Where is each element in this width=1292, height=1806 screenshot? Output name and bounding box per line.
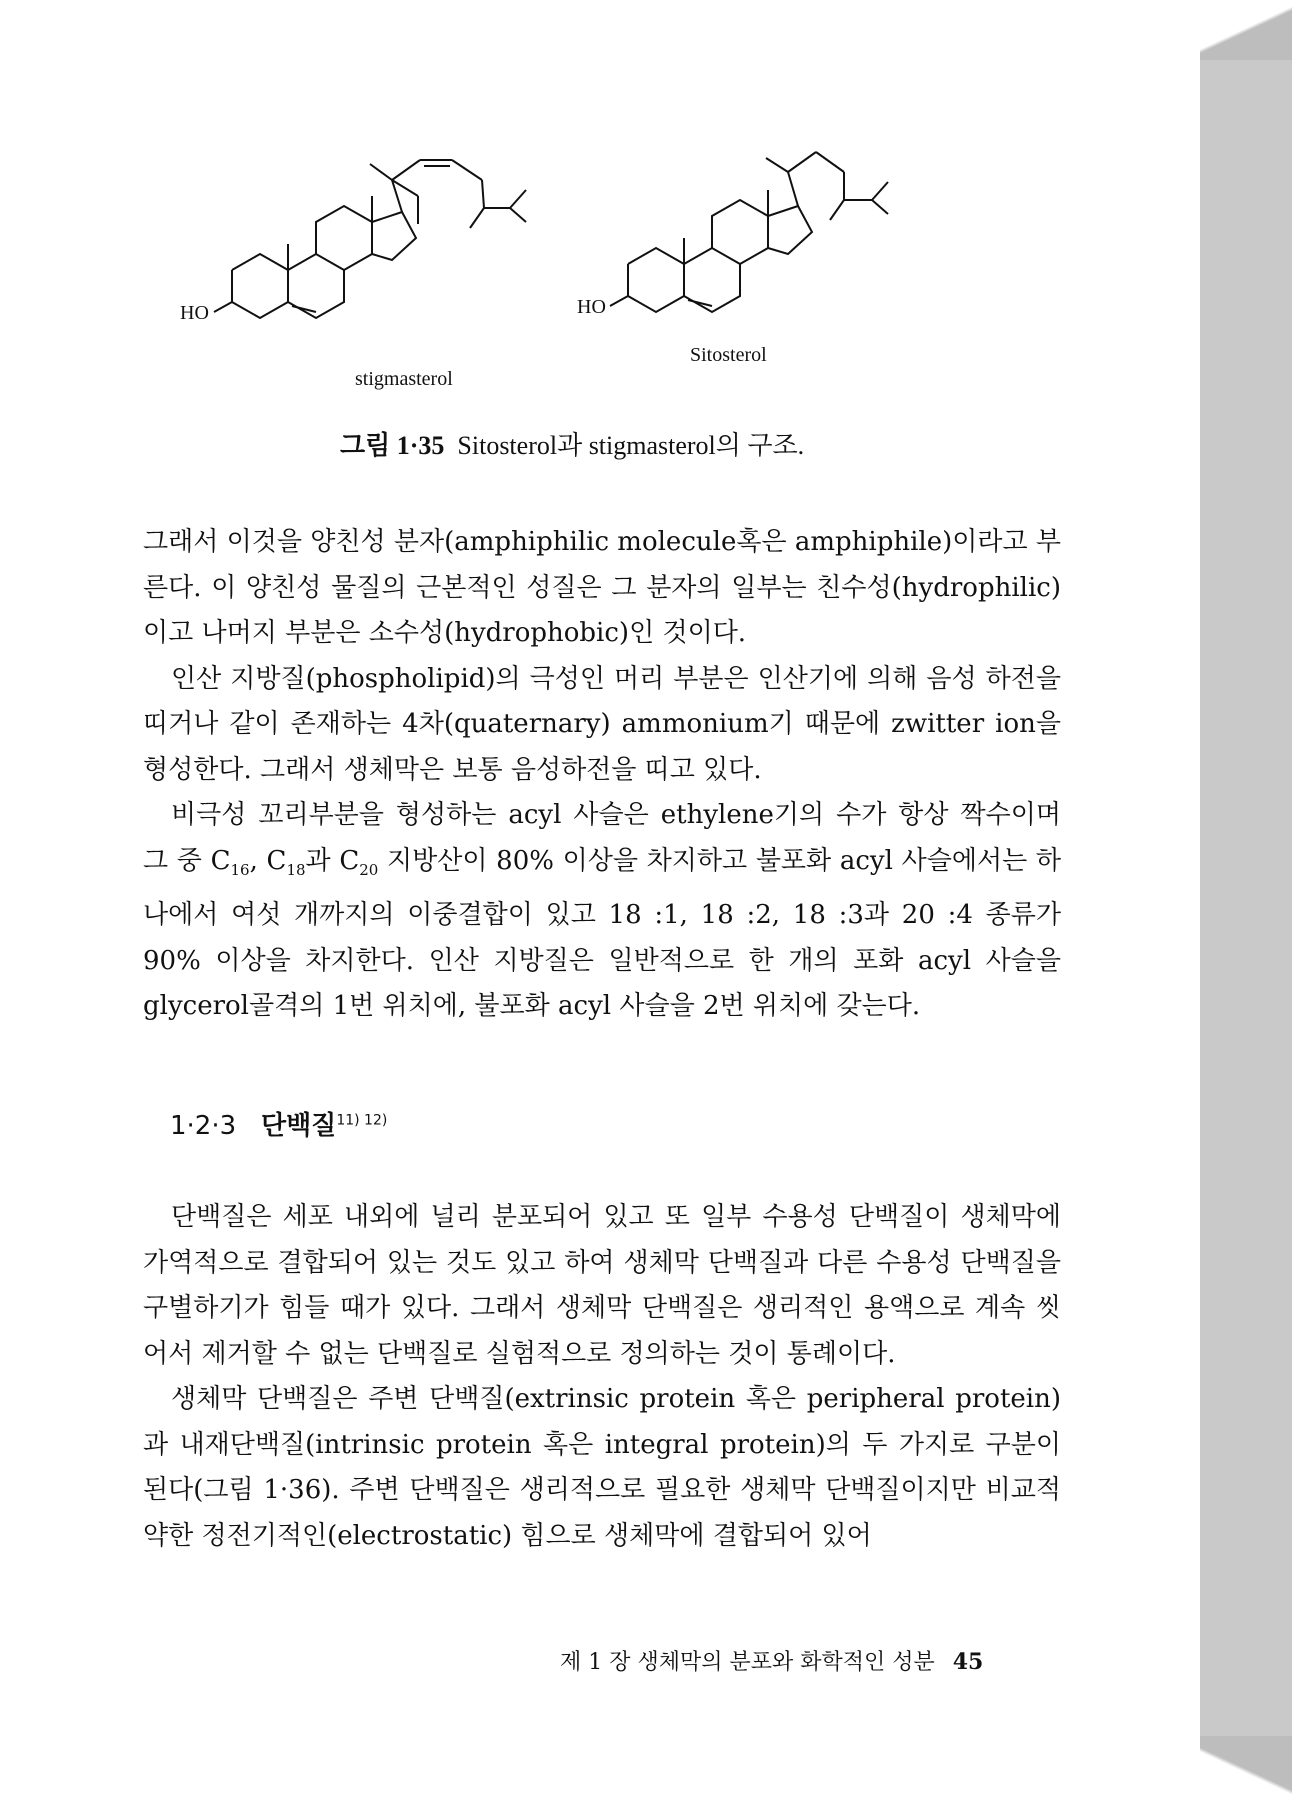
- figure-caption: [340, 425, 804, 462]
- caption-number: 그림 1·35: [340, 431, 445, 460]
- sterol-structures-figure: [180, 100, 1060, 430]
- page-footer: [560, 1645, 983, 1676]
- sterol-structures-drawing: [180, 100, 1060, 430]
- section-title: 단백질: [260, 1111, 337, 1141]
- stigmasterol-structure: [214, 160, 526, 318]
- section-number: 1·2·3: [170, 1111, 237, 1141]
- sitosterol-label: Sitosterol: [690, 344, 767, 366]
- paragraph-amphiphile: 그래서 이것을 양친성 분자(amphiphilic molecule혹은 amphiphile)이라고 부른다. 이 양친성 물질의 근본적인 성질은 그 분자의 일부는 친수성(hydrophilic)이고 나머지 부분은 소수성(hydrophobic)인 것이다.: [143, 527, 1061, 648]
- caption-text: Sitosterol과 stigmasterol의 구조.: [457, 431, 805, 460]
- book-side-edge: [1200, 0, 1292, 1806]
- ho-label-right: HO: [577, 296, 606, 318]
- page-number: 45: [952, 1649, 984, 1675]
- paragraph-protein-definition: 단백질은 세포 내외에 널리 분포되어 있고 또 일부 수용성 단백질이 생체막에 가역적으로 결합되어 있는 것도 있고 하여 생체막 단백질과 다른 수용성 단백질을 구별하기가 힘들 때가 있다. 그래서 생체막 단백질은 생리적인 용액으로 계속 씻어서 제거할 수 없는 단백질로 실험적으로 정의하는 것이 통례이다.: [143, 1202, 1061, 1369]
- paragraph-acyl-chain: 비극성 꼬리부분을 형성하는 acyl 사슬은 ethylene기의 수가 항상 짝수이며 그 중 $C_{16}$, $C_{18}$과 $C_{20}$ 지방산이 80% 이상을 차지하고 불포화 acyl 사슬에서는 하나에서 여섯 개까지의 이중결합이 있고 18 :1, 18 :2, 18 :3과 20 :4 종류가 90% 이상을 차지한다. 인산 지방질은 일반적으로 한 개의 포화 acyl 사슬을 glycerol골격의 1번 위치에, 불포화 acyl 사슬을 2번 위치에 갖는다.: [143, 800, 1061, 1022]
- section-refs: 11) 12): [336, 1112, 388, 1129]
- body-text-lower: [143, 1195, 1061, 1559]
- section-heading: [170, 1105, 387, 1142]
- chapter-title: 제 1 장 생체막의 분포와 화학적인 성분: [560, 1650, 935, 1675]
- body-text-upper: [143, 520, 1061, 1030]
- sitosterol-structure: [610, 152, 888, 312]
- stigmasterol-label: stigmasterol: [355, 368, 453, 390]
- paragraph-membrane-protein-types: 생체막 단백질은 주변 단백질(extrinsic protein 혹은 peripheral protein)과 내재단백질(intrinsic protein 혹은 integral protein)의 두 가지로 구분이 된다(그림 1·36). 주변 단백질은 생리적으로 필요한 생체막 단백질이지만 비교적 약한 정전기적인(electrostatic) 힘으로 생체막에 결합되어 있어: [143, 1384, 1061, 1551]
- paragraph-phospholipid: 인산 지방질(phospholipid)의 극성인 머리 부분은 인산기에 의해 음성 하전을 띠거나 같이 존재하는 4차(quaternary) ammonium기 때문에 zwitter ion을 형성한다. 그래서 생체막은 보통 음성하전을 띠고 있다.: [143, 663, 1061, 785]
- ho-label-left: HO: [180, 302, 209, 324]
